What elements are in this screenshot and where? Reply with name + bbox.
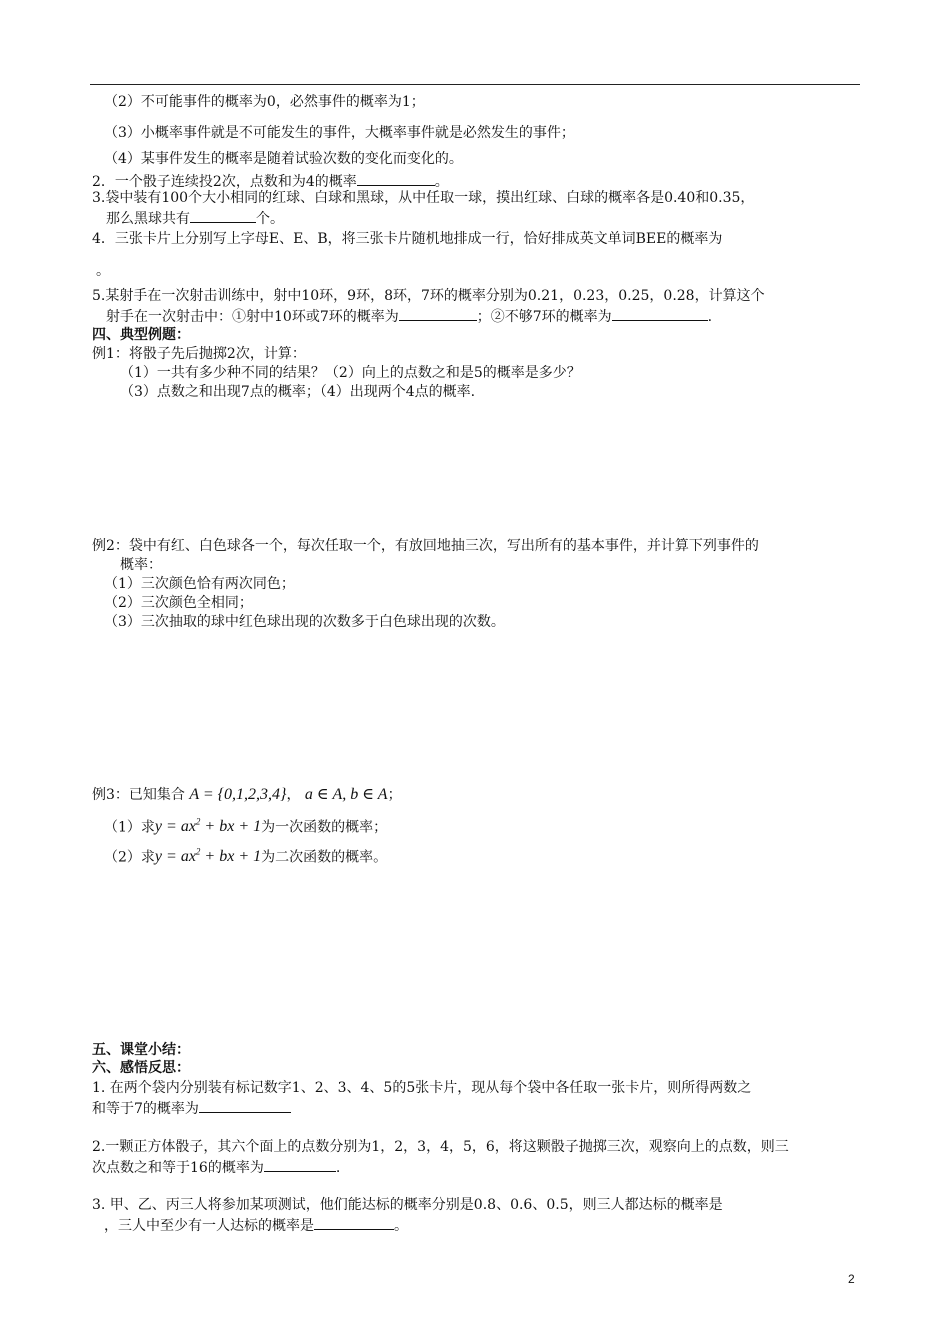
answer-blank — [357, 171, 435, 186]
reflection-1-line1: 1. 在两个袋内分别装有标记数字1、2、3、4、5的5张卡片，现从每个袋中各任取一张卡片，则所得两数之 — [92, 1080, 752, 1096]
question-2 — [92, 171, 449, 191]
example-3-part2 — [104, 843, 387, 866]
question-3-text: 那么黑球共有 — [106, 211, 190, 227]
question-5-tail: . — [707, 309, 713, 325]
answer-blank — [399, 306, 477, 321]
answer-blank — [190, 208, 256, 223]
example-2-line2: 概率： — [120, 557, 162, 573]
answer-blank — [314, 1215, 394, 1230]
reflection-3-line2 — [104, 1215, 408, 1235]
reflection-3-text: ，三人中至少有一人达标的概率是 — [104, 1218, 314, 1234]
reflection-2-text: 次点数之和等于16的概率为 — [92, 1160, 264, 1176]
answer-blank — [612, 306, 708, 321]
example-3-text: 例3：已知集合 — [92, 787, 185, 803]
quadratic-formula: $y = ax^2$ + bx + 1 — [154, 847, 262, 866]
page-number: 2 — [848, 1272, 855, 1286]
part1-suffix: 为一次函数的概率； — [261, 819, 388, 836]
reflection-2-tail: . — [335, 1160, 341, 1176]
statement-4: （4）某事件发生的概率是随着试验次数的变化而变化的。 — [104, 151, 463, 167]
reflection-3-line1: 3. 甲、乙、丙三人将参加某项测试，他们能达标的概率分别是0.8、0.6、0.5，则三人都达标的概率是 — [92, 1197, 723, 1213]
question-3-line2 — [106, 208, 284, 228]
example-1-parts-b: （3）点数之和出现7点的概率；（4）出现两个4点的概率. — [120, 384, 476, 400]
example-3-part1 — [104, 813, 387, 836]
part2-prefix: （2）求 — [104, 849, 155, 866]
example-3: 例3：已知集合 A = {0,1,2,3,4}， a ∈ A, b ∈ A； — [92, 786, 402, 803]
quadratic-formula: $y = ax^2$ + bx + 1 — [154, 817, 262, 836]
question-2-tail: 。 — [434, 174, 449, 190]
example-3-tail: ； — [387, 787, 402, 803]
question-2-text: 2．一个骰子连续投2次，点数和为4的概率 — [92, 174, 357, 190]
question-3-tail: 个。 — [256, 211, 284, 227]
answer-blank — [264, 1157, 336, 1172]
example-2-part3: （3）三次抽取的球中红色球出现的次数多于白色球出现的次数。 — [104, 614, 505, 630]
reflection-3-tail: 。 — [394, 1218, 408, 1234]
example-2-line1: 例2：袋中有红、白色球各一个，每次任取一个，有放回地抽三次，写出所有的基本事件，并计算下列事件的 — [92, 538, 759, 554]
section-6-heading: 六、感悟反思： — [92, 1060, 190, 1076]
reflection-2-line1: 2.一颗正方体骰子，其六个面上的点数分别为1，2，3，4，5，6，将这颗骰子抛掷三次，观察向上的点数，则三 — [92, 1139, 789, 1155]
question-4-line1: 4．三张卡片上分别写上字母E、E、B，将三张卡片随机地排成一行，恰好排成英文单词BEE的概率为 — [92, 231, 723, 247]
statement-2: （2）不可能事件的概率为0，必然事件的概率为1； — [104, 94, 425, 110]
example-2-part1: （1）三次颜色恰有两次同色； — [104, 576, 295, 592]
part1-prefix: （1）求 — [104, 819, 155, 836]
question-5-part2: ；②不够7环的概率为 — [476, 309, 612, 325]
reflection-1-line2 — [92, 1098, 291, 1118]
example-2-part2: （2）三次颜色全相同； — [104, 595, 253, 611]
set-definition: A = {0,1,2,3,4} — [189, 786, 287, 803]
membership-condition: a ∈ A, b ∈ A — [304, 786, 388, 803]
part2-suffix: 为二次函数的概率。 — [261, 849, 388, 866]
header-rule — [90, 84, 860, 85]
answer-blank — [199, 1098, 291, 1113]
section-4-heading: 四、典型例题： — [92, 327, 190, 343]
example-1: 例1：将骰子先后抛掷2次，计算： — [92, 346, 306, 362]
reflection-1-text: 和等于7的概率为 — [92, 1101, 199, 1117]
example-1-parts-a: （1）一共有多少种不同的结果？（2）向上的点数之和是5的概率是多少？ — [120, 365, 581, 381]
question-5-line2 — [106, 306, 712, 326]
question-3-line1: 3.袋中装有100个大小相同的红球、白球和黑球，从中任取一球，摸出红球、白球的概率各是0.40和0.35， — [92, 190, 755, 206]
question-4-line2: 。 — [96, 263, 110, 279]
statement-3: （3）小概率事件就是不可能发生的事件，大概率事件就是必然发生的事件； — [104, 125, 575, 141]
reflection-2-line2 — [92, 1157, 340, 1177]
question-5-part1: 射手在一次射击中：①射中10环或7环的概率为 — [106, 309, 399, 325]
section-5-heading: 五、课堂小结： — [92, 1042, 190, 1058]
question-5-line1: 5.某射手在一次射击训练中，射中10环，9环，8环，7环的概率分别为0.21，0.23，0.25，0.28，计算这个 — [92, 288, 765, 304]
